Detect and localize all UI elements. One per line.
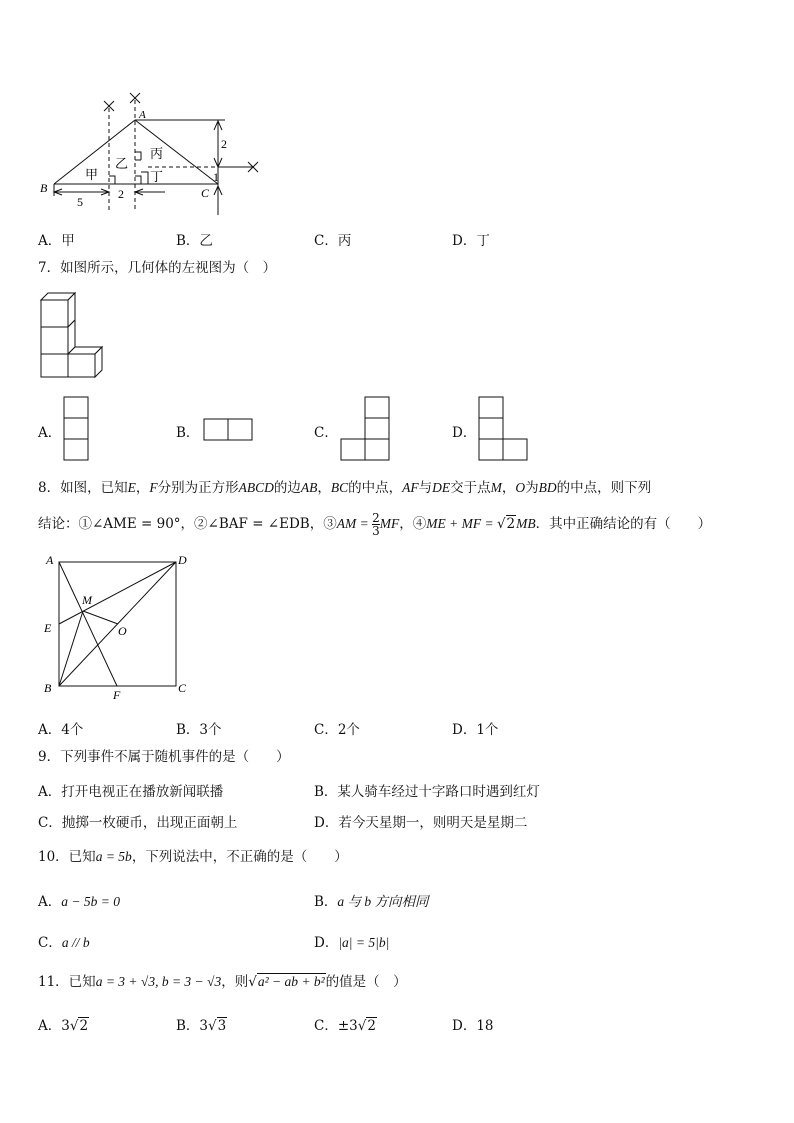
q6-dim-2-right: 2 [221, 137, 227, 151]
q7-option-b-label[interactable]: B． [176, 425, 200, 441]
q7-stem: 7．如图所示，几何体的左视图为（ ） [38, 260, 277, 276]
q6-option-d[interactable]: D．丁 [452, 233, 490, 249]
q9-option-b[interactable]: B．某人骑车经过十字路口时遇到红灯 [314, 784, 540, 800]
q8-segment-de [59, 562, 176, 624]
q8-label-c: C [178, 681, 187, 695]
q8-label-e: E [44, 621, 52, 635]
q6-figure [35, 90, 275, 215]
q8-segment-mo [83, 611, 118, 624]
q7-option-d-figure[interactable] [478, 396, 530, 462]
q6-label-b: B [40, 181, 48, 195]
q10-vector-equation: a = 5b [95, 849, 132, 864]
q10-stem: 10．已知a = 5b，下列说法中，不正确的是（ ） [38, 849, 348, 865]
q8-label-m: M [82, 593, 92, 607]
q8-option-c[interactable]: C．2个 [314, 722, 360, 738]
q11-option-a[interactable]: A．3√2 [38, 1018, 89, 1034]
q8-option-a[interactable]: A．4个 [38, 722, 84, 738]
q6-dim-1: 1 [213, 170, 219, 184]
q8-stem-line1: 8．如图，已知E，F分别为正方形ABCD的边AB，BC的中点，AF与DE交于点M，O为BD的中点，则下列 [38, 480, 652, 496]
q8-label-f: F [113, 688, 121, 702]
q6-edge-ac [135, 120, 218, 184]
q8-label-d: D [178, 553, 187, 567]
q8-label-a: A [46, 553, 54, 567]
q8-option-b[interactable]: B．3个 [176, 722, 222, 738]
q8-label-o: O [118, 624, 127, 638]
q7-option-b-figure[interactable] [203, 418, 255, 442]
q6-dim-2-bottom: 2 [118, 187, 124, 201]
q7-option-a-label[interactable]: A． [38, 425, 62, 441]
q8-segment-af [59, 562, 117, 686]
q10-option-b[interactable]: B．a 与 b 方向相同 [314, 894, 429, 910]
q6-label-yi: 乙 [115, 156, 129, 171]
q7-option-c-figure[interactable] [340, 396, 392, 462]
q6-label-jia: 甲 [85, 167, 99, 182]
q6-dim-5: 5 [77, 195, 83, 209]
q7-option-d-label[interactable]: D． [452, 425, 477, 441]
q9-option-a[interactable]: A．打开电视正在播放新闻联播 [38, 784, 224, 800]
q6-label-a: A [139, 109, 146, 121]
q11-stem: 11．已知a = 3 + √3, b = 3 − √3，则√a² − ab + b²的值是（ ） [38, 974, 407, 990]
q6-option-b[interactable]: B．乙 [176, 233, 213, 249]
q10-option-c[interactable]: C．a // b [38, 935, 90, 951]
q8-square-figure [40, 552, 195, 702]
q9-option-c[interactable]: C．抛掷一枚硬币，出现正面朝上 [38, 815, 238, 831]
q11-option-d[interactable]: D．18 [452, 1018, 494, 1034]
q9-stem: 9．下列事件不属于随机事件的是（ ） [38, 749, 290, 765]
q6-option-c[interactable]: C．丙 [314, 233, 352, 249]
q10-option-d[interactable]: D．|a| = 5|b| [314, 935, 390, 951]
q8-label-b: B [44, 681, 52, 695]
q7-option-c-label[interactable]: C． [314, 425, 338, 441]
q6-label-c: C [201, 186, 210, 200]
q7-solid-figure [38, 290, 108, 380]
q6-label-ding: 丁 [150, 169, 164, 184]
q6-label-bing: 丙 [150, 146, 164, 161]
q7-option-a-figure[interactable] [63, 396, 91, 462]
q6-option-a[interactable]: A．甲 [38, 233, 75, 249]
q11-option-c[interactable]: C．±3√2 [314, 1018, 376, 1034]
q11-option-b[interactable]: B．3√3 [176, 1018, 227, 1034]
q9-option-d[interactable]: D．若今天星期一，则明天是星期二 [314, 815, 528, 831]
q10-option-a[interactable]: A．a − 5b = 0 [38, 894, 120, 910]
q8-stem-line2: 结论：①∠AME = 90°，②∠BAF = ∠EDB，③AM = $\frac{2}{3}$ MF，④ME + MF = √2MB．其中正确结论的有（ ） [38, 511, 712, 538]
q8-option-d[interactable]: D．1个 [452, 722, 499, 738]
